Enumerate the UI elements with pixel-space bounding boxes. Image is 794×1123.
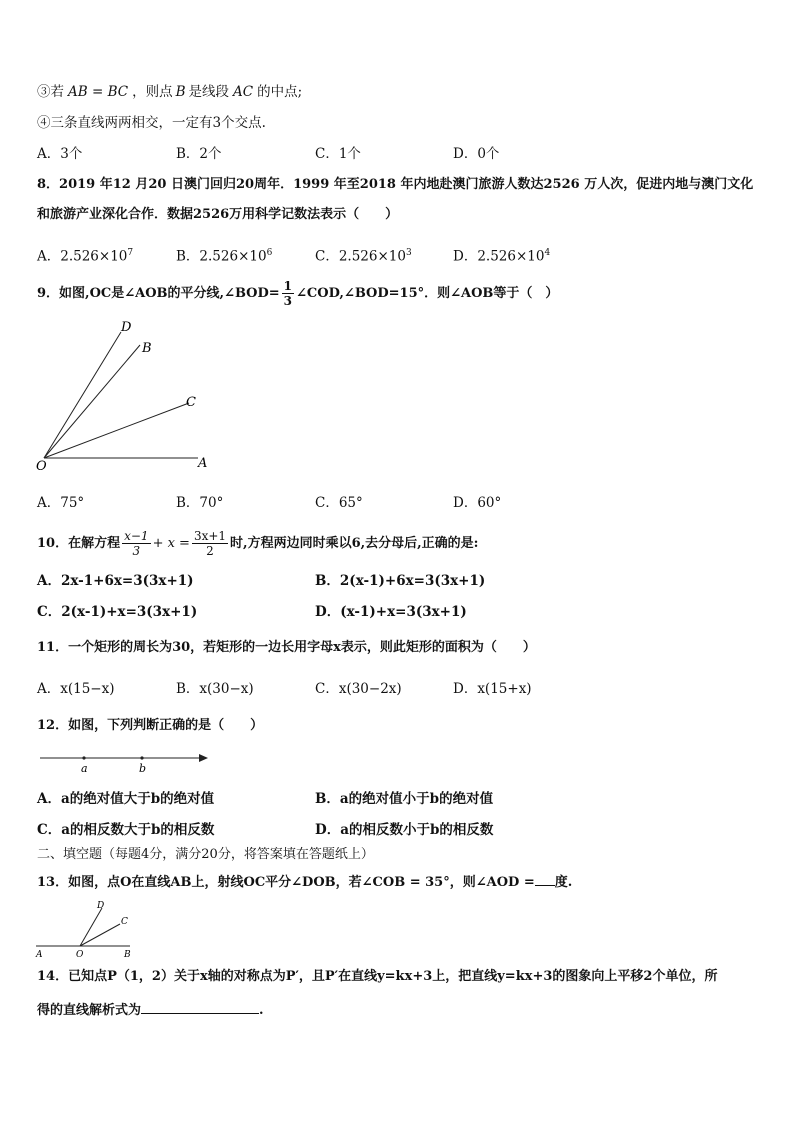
q8-option-d-base: D．2.526×10: [453, 248, 545, 265]
q9-option-c: C．65°: [315, 495, 363, 511]
q9-angle-figure: [30, 318, 220, 478]
q8-option-b-base: B．2.526×10: [176, 248, 267, 265]
q13-figure: [30, 896, 140, 960]
q8-stem-line-2: 和旅游产业深化合作．数据2526万用科学记数法表示（ ）: [37, 207, 399, 222]
statement-3-segment: AC: [233, 84, 254, 100]
q10-fraction-2-denominator: 2: [206, 544, 214, 558]
q9-option-b: B．70°: [176, 495, 224, 511]
q13-answer-blank[interactable]: [535, 873, 555, 886]
q10-option-a: A．2x-1+6x=3(3x+1): [37, 573, 194, 589]
q8-option-d-exponent: 4: [544, 248, 551, 258]
q9-stem-text-1: 9．如图,OC是∠AOB的平分线,∠BOD=: [37, 286, 280, 301]
q12-option-c: C．a的相反数大于b的相反数: [37, 822, 215, 838]
q11-option-a: A．x(15−x): [37, 681, 115, 697]
q14-stem-line-2: [37, 999, 264, 1020]
q11-option-c: C．x(30−2x): [315, 681, 402, 697]
statement-3-text-1: ，则点: [132, 84, 173, 100]
q10-fraction-2-numerator: 3x+1: [193, 529, 227, 543]
q14-stem-line-1: 14．已知点P（1，2）关于x轴的对称点为P′，且P′在直线y=kx+3上，把直线y=kx+3的图象向上平移2个单位，所: [37, 969, 718, 984]
q8-option-b: [176, 244, 272, 266]
q12-number-line: [38, 748, 214, 774]
q7-option-a: A．3个: [37, 146, 83, 162]
q10-stem-text-2: 时,方程两边同时乘以6,去分母后,正确的是:: [230, 536, 479, 551]
q8-option-c-exponent: 3: [405, 248, 412, 258]
q9-fraction-denominator: 3: [283, 294, 293, 308]
statement-3-text-3: 的中点;: [257, 84, 303, 100]
statement-3-equation: AB = BC: [68, 84, 129, 100]
statement-3-text-2: 是线段: [188, 84, 229, 100]
q12-option-b: B．a的绝对值小于b的绝对值: [315, 791, 494, 807]
q9-fraction-numerator: 1: [283, 279, 293, 293]
q14-answer-blank[interactable]: [141, 999, 259, 1014]
statement-4: ④三条直线两两相交，一定有3个交点.: [37, 115, 266, 131]
label-a: A: [36, 950, 43, 960]
q10-fraction-1-numerator: x−1: [124, 529, 149, 543]
q9-stem: [37, 276, 558, 312]
q8-option-d: [453, 244, 550, 266]
q7-option-b: B．2个: [176, 146, 222, 162]
q8-option-b-exponent: 6: [266, 248, 273, 258]
statement-3: [37, 83, 302, 101]
label-o: O: [36, 459, 47, 474]
q8-option-c: [315, 244, 412, 266]
q8-option-a: [37, 244, 133, 266]
q9-stem-text-2: ∠COD,∠BOD=15°．则∠AOB等于（ ）: [296, 286, 559, 301]
q8-option-a-exponent: 7: [127, 248, 134, 258]
label-b: B: [142, 341, 152, 356]
ray-oc: [44, 403, 189, 458]
ray-ob: [44, 345, 140, 458]
q10-option-c: C．2(x-1)+x=3(3x+1): [37, 604, 198, 620]
label-o: O: [76, 950, 84, 960]
section-2-heading: 二、填空题（每题4分，满分20分，将答案填在答题纸上）: [37, 847, 374, 862]
q10-stem: [37, 525, 478, 563]
label-d: D: [97, 901, 105, 911]
q13-stem-end: 度.: [554, 875, 573, 890]
q12-option-a: A．a的绝对值大于b的绝对值: [37, 791, 215, 807]
q11-option-d: D．x(15+x): [453, 681, 532, 697]
q14-stem-end: .: [259, 1003, 264, 1018]
point-a-dot: [82, 756, 85, 759]
q8-option-a-base: A．2.526×10: [37, 248, 128, 265]
q10-stem-text-1: 10．在解方程: [37, 536, 121, 551]
q11-option-b: B．x(30−x): [176, 681, 254, 697]
q12-option-d: D．a的相反数小于b的相反数: [315, 822, 494, 838]
label-d: D: [121, 320, 132, 335]
label-c: C: [186, 395, 196, 410]
q13-stem: [37, 873, 572, 892]
q11-stem: 11．一个矩形的周长为30，若矩形的一边长用字母x表示，则此矩形的面积为（ ）: [37, 640, 536, 655]
label-a: a: [81, 762, 88, 774]
q7-option-c: C．1个: [315, 146, 361, 162]
label-b: b: [139, 762, 147, 774]
label-b: B: [124, 950, 131, 960]
q7-option-d: D．0个: [453, 146, 500, 162]
q12-stem: 12．如图，下列判断正确的是（ ）: [37, 718, 264, 733]
q9-option-d: D．60°: [453, 495, 502, 511]
q10-option-d: D．(x-1)+x=3(3x+1): [315, 604, 467, 620]
q10-fraction-1-denominator: 3: [132, 544, 141, 558]
arrow-right-icon: [199, 754, 208, 762]
statement-3-point: B: [175, 84, 186, 100]
q10-option-b: B．2(x-1)+6x=3(3x+1): [315, 573, 486, 589]
q10-fraction-1: [122, 529, 150, 558]
q10-fraction-2: [192, 529, 228, 558]
q14-stem-line-2-text: 得的直线解析式为: [37, 1003, 142, 1018]
label-a: A: [198, 456, 208, 471]
q9-fraction: [282, 279, 294, 308]
ray-od: [44, 332, 121, 458]
q13-stem-text: 13．如图，点O在直线AB上，射线OC平分∠DOB，若∠COB = 35°，则∠AOD =: [37, 875, 535, 890]
q9-option-a: A．75°: [37, 495, 85, 511]
q10-equation-middle: + x =: [152, 536, 190, 551]
q8-option-c-base: C．2.526×10: [315, 248, 406, 265]
point-b-dot: [140, 756, 143, 759]
label-c: C: [121, 917, 128, 927]
statement-3-prefix: ③若: [37, 84, 64, 100]
q8-stem-line-1: 8．2019 年12 月20 日澳门回归20周年．1999 年至2018 年内地赴澳门旅游人数达2526 万人次，促进内地与澳门文化: [37, 177, 754, 192]
